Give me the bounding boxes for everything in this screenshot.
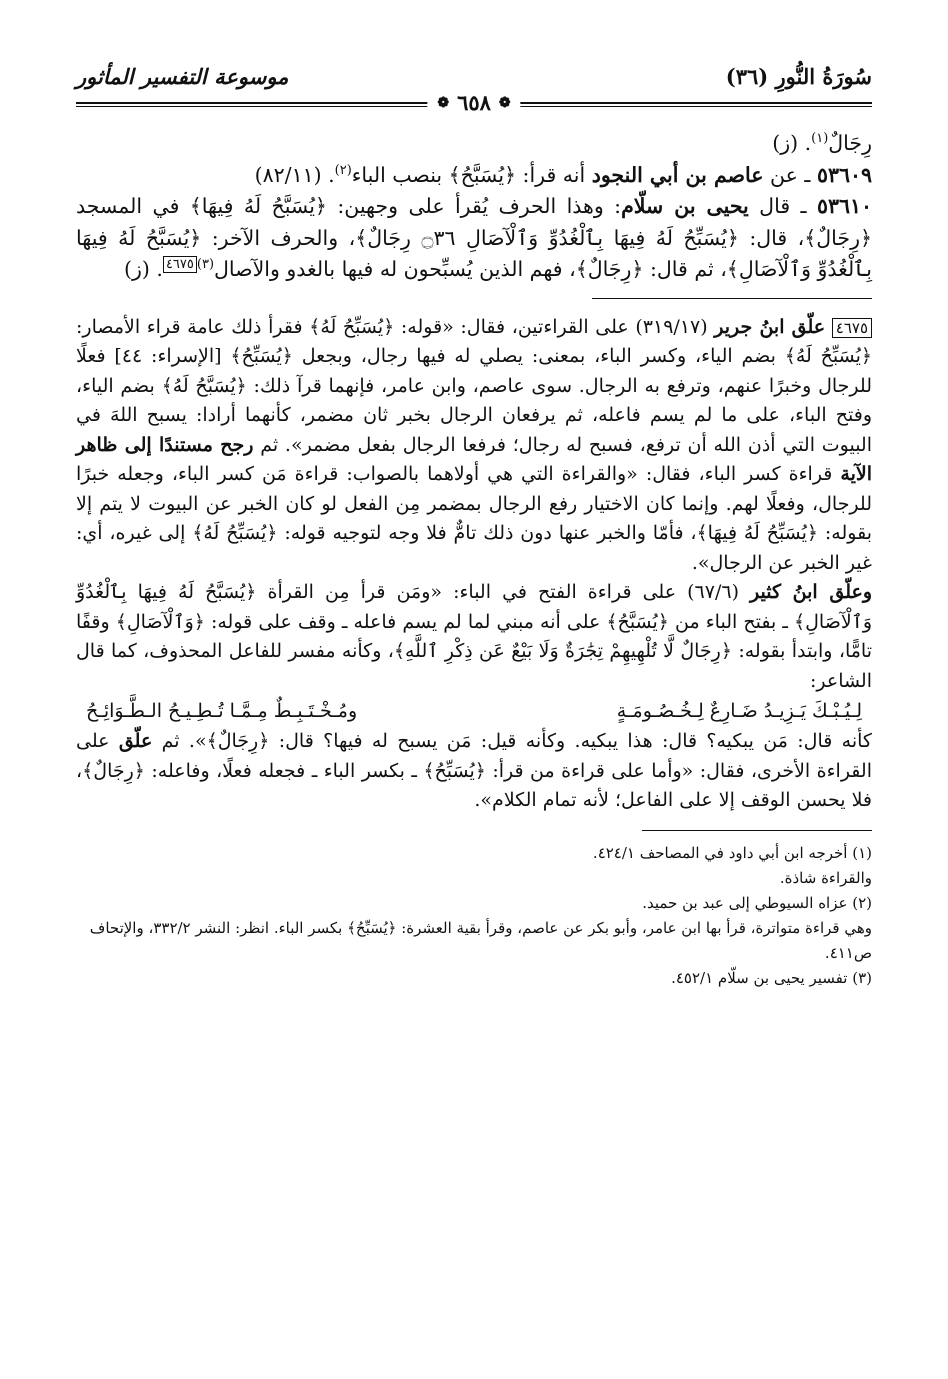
verse-hemistich-2: ومُـخْـتَـبِـطٌ مِـمَّـا تُـطِـيـحُ الـطَّـوَائِـحُ: [86, 700, 358, 722]
text-run: (٦٧/٦) على قراءة الفتح في الباء: «ومَن قرأ مِن القرأة ﴿يُسَبَّحُ لَهُ فِيهَا بِٱلْغُدُوِّ وَٱلْآصَالِ﴾ ـ بفتح الباء من ﴿يُسَبَّحُ﴾ على أنه مبني لما لم يسم فاعله ـ وقف على قوله: ﴿وَٱلْآصَالِ﴾ وقفًا تامًّا، وابتدأ بقوله: ﴿رِجَالٌ لَّا تُلْهِيهِمْ تِجَٰرَةٌ وَلَا بَيْعٌ عَن ذِكْرِ ٱللَّهِ﴾، وكأنه مفسر للفاعل المحذوف، كما قال الشاعر:: [76, 581, 872, 692]
text-run: . (ز): [772, 131, 812, 155]
emphasis-text: رجح مستندًا إلى ظاهر الآية: [76, 433, 872, 485]
footnote-2-note: وهي قراءة متواترة، قرأ بها ابن عامر، وأبو بكر عن عاصم، وقرأ بقية العشرة: ﴿يُسَبِّحُ﴾ بكسر الباء. انظر: النشر ٣٣٢/٢، والإتحاف ص٤١١.: [89, 918, 872, 962]
commentary-ref-box[interactable]: ٤٦٧٥: [163, 256, 197, 273]
book-title: موسوعة التفسير المأثور: [76, 64, 289, 89]
narration-number: ٥٣٦٠٩: [816, 162, 872, 187]
text-run: أنه قرأ: ﴿يُسَبَّحُ﴾ بنصب الباء: [351, 162, 592, 187]
ornament-icon: ❁: [498, 94, 511, 111]
verse-hemistich-1: لِـيُـبْـكَ يَـزِيـدُ ضَـارِعٌ لِـخُـصُـومَـةٍ: [616, 700, 862, 722]
commentary-section: [76, 313, 872, 816]
narration-number: ٥٣٦١٠: [816, 194, 873, 218]
commentary-continuation: [76, 727, 872, 816]
book-page: [76, 52, 872, 991]
narration-53610: [76, 191, 872, 286]
footnote-2: (٢) عزاه السيوطي إلى عبد بن حميد.: [642, 893, 872, 912]
footnote-ref[interactable]: (٢): [334, 162, 352, 178]
footnote-1-note: والقراءة شاذة.: [779, 868, 872, 887]
paragraph-continuation: [76, 128, 872, 160]
text-run: (٣١٩/١٧) على القراءتين، فقال: «قوله: ﴿يُسَبِّحُ لَهُ﴾ فقرأ ذلك عامة قراء الأمصار: ﴿يُسَبِّحُ لَهُ﴾ بضم الياء، وكسر الباء، بمعنى: يصلي له فيها رجال، وبجعل ﴿يُسَبِّحُ﴾ [الإسراء: ٤٤] فعلًا للرجال وخبرًا عنهم، وترفع به الرجال. سوى عاصم، وابن عامر، فإنهما قرآ ذلك: ﴿يُسَبَّحُ لَهُ﴾ بضم الياء، وفتح الباء، على ما لم يسم فاعله، ثم يرفعان الرجال بخبر ثان مضمر، كأنهما أرادا: يسبح اللهَ في البيوت التي أذن الله أن ترفع، فسبح له رجال؛ فرفعا الرجال بفعل مضمر». ثم: [76, 315, 872, 456]
footnote-ref[interactable]: (١): [811, 131, 829, 147]
text-run: . (٨٢/١١): [254, 162, 335, 187]
text-run: قراءة كسر الباء، فقال: «والقراءة التي هي أولاهما بالصواب: قراءة مَن كسر الباء، وجعله خبرًا للرجال، وفعلًا لهم. وإنما كان الاختيار رفع الرجال بمضمر مِن الفعل لو كان الخبر عن البيوت لا يتم إلا بقوله: ﴿يُسَبِّحُ لَهُ فِيهَا﴾، فأمّا والخبر عنها دون ذلك تامٌّ فلا وجه لتوجيه قوله: ﴿يُسَبِّحُ لَهُ﴾ إلى غيره، أي: غير الخبر عن الرجال».: [76, 463, 872, 574]
commentator-name: علّق ابنُ جرير: [714, 315, 826, 338]
main-text: [76, 128, 872, 286]
footnotes: [76, 841, 872, 991]
ornament-icon: ❁: [437, 94, 450, 111]
commentator-name: وعلّق ابنُ كثير: [750, 581, 873, 603]
page-number: ٦٥٨: [457, 90, 491, 115]
page-number-block: [427, 90, 520, 115]
text-run: ـ عن: [763, 162, 817, 187]
page-header: [76, 52, 872, 122]
footnote-divider: [642, 830, 872, 831]
narrator-name: عاصم بن أبي النجود: [591, 162, 764, 187]
emphasis-text: علّق: [118, 730, 153, 752]
text-run: رِجَالٌ: [828, 131, 872, 155]
commentary-ibn-jarir: [76, 313, 872, 579]
text-run: على القراءة الأخرى، فقال: «وأما على قراءة من قرأ: ﴿يُسَبِّحُ﴾ ـ بكسر الباء ـ فجعله فعلًا، وفاعله: ﴿رِجَالٌ﴾، فلا يحسن الوقف إلا على الفاعل؛ لأنه تمام الكلام».: [76, 730, 872, 811]
commentary-ibn-kathir: [76, 578, 872, 696]
footnote-ref[interactable]: (٣): [196, 257, 215, 273]
poetry-verse: [76, 696, 872, 727]
text-run: . (ز): [124, 257, 163, 281]
text-run: كأنه قال: مَن يبكيه؟ قال: هذا يبكيه. وكأنه قيل: مَن يسبح له فيها؟ قال: ﴿رِجَالٌ﴾». ثم: [152, 730, 872, 752]
text-run: : وهذا الحرف يُقرأ على وجهين: ﴿يُسَبَّحُ لَهُ فِيهَا﴾ في المسجد ﴿رِجَالٌ﴾، قال: ﴿يُسَبِّحُ لَهُ فِيهَا بِٱلْغُدُوِّ وَٱلْآصَالِ ۝٣٦ رِجَالٌ﴾، والحرف الآخر: ﴿يُسَبَّحُ لَهُ فِيهَا بِٱلْغُدُوِّ وَٱلْآصَالِ﴾، ثم قال: ﴿رِجَالٌ﴾، فهم الذين يُسبِّحون له فيها بالغدو والآصال: [76, 194, 872, 281]
footnote-1: (١) أخرجه ابن أبي داود في المصاحف ٤٢٤/١.: [592, 843, 872, 862]
narrator-name: يحيى بن سلّام: [621, 194, 749, 218]
narration-53609: [76, 160, 872, 192]
text-run: ـ قال: [748, 194, 817, 218]
footnote-3: (٣) تفسير يحيى بن سلّام ٤٥٢/١.: [671, 968, 872, 987]
surah-title: سُورَةُ النُّورِ (٣٦): [725, 64, 872, 89]
commentary-number-box: ٤٦٧٥: [832, 318, 872, 338]
section-divider: [592, 298, 872, 299]
